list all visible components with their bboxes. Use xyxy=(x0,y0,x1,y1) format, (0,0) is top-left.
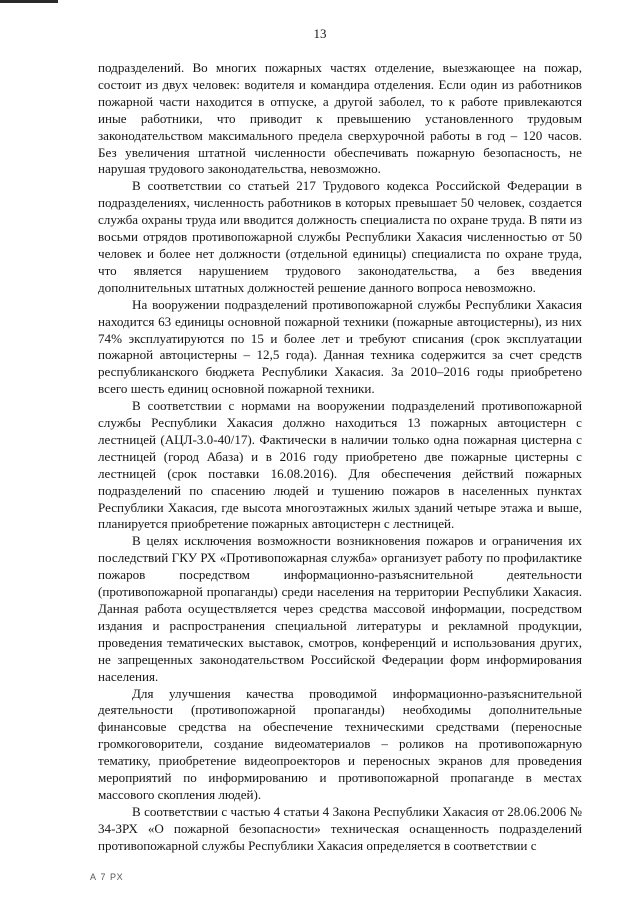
scan-corner-mark xyxy=(0,0,58,3)
footer-code: А 7 РХ xyxy=(90,872,124,882)
paragraph-2: В соответствии со статьей 217 Трудового кодекса Российской Федерации в подразделениях, численность работников в которых превышает 50 человек, создается служба охраны труда или вводится должность специалиста по охране труда. В пяти из восьми отрядов противопожарной службы Республики Хакасия численностью от 50 человек и более нет должности (отдельной единицы) специалиста по охране труда, что является нарушением трудового законодательства, а без введения дополнительных штатных должностей решение данного вопроса невозможно. xyxy=(98,178,582,295)
paragraph-4: В соответствии с нормами на вооружении подразделений противопожарной службы Республики Хакасия должно находиться 13 пожарных автоцистерн с лестницей (АЦЛ-3.0-40/17). Фактически в наличии только одна пожарная цистерна с лестницей (город Абаза) и в 2016 году приобретено две пожарные цистерны с лестницей (срок поставки 16.08.2016). Для обеспечения действий пожарных подразделений по спасению людей и тушению пожаров в населенных пунктах Республики Хакасия, где высота многоэтажных жилых зданий четыре этажа и выше, планируется приобретение пожарных автоцистерн с лестницей. xyxy=(98,398,582,532)
paragraph-5: В целях исключения возможности возникновения пожаров и ограничения их последствий ГКУ РХ «Противопожарная служба» организует работу по профилактике пожаров посредством информационно-разъяснительной деятельности (противопожарной пропаганды) среди населения на территории Республики Хакасия. Данная работа осуществляется через средства массовой информации, посредством издания и распространения специальной литературы и рекламной продукции, проведения тематических выставок, смотров, конференций и использования других, не запрещенных законодательством Российской Федерации форм информирования населения. xyxy=(98,533,582,684)
document-body xyxy=(98,60,582,855)
paragraph-3: На вооружении подразделений противопожарной службы Республики Хакасия находится 63 единицы основной пожарной техники (пожарные автоцистерны), из них 74% эксплуатируются по 15 и более лет и требуют списания (срок эксплуатации пожарной автоцистерны – 12,5 года). Данная техника содержится за счет средств республиканского бюджета Республики Хакасия. За 2010–2016 годы приобретено всего шесть единиц основной пожарной техники. xyxy=(98,296,582,397)
paragraph-7: В соответствии с частью 4 статьи 4 Закона Республики Хакасия от 28.06.2006 № 34-ЗРХ «О пожарной безопасности» техническая оснащенность подразделений противопожарной службы Республики Хакасия определяется в соответствии с xyxy=(98,803,582,853)
page-number: 13 xyxy=(313,26,327,41)
paragraph-6: Для улучшения качества проводимой информационно-разъяснительной деятельности (противопожарной пропаганды) необходимы дополнительные финансовые средства на обеспечение техническими средствами (переносные громкоговорители, создание видеоматериалов – роликов на противопожарную тематику, приобретение видеопроекторов и переносных экранов для проведения мероприятий по информированию и противопожарной пропаганде в местах массового скопления людей). xyxy=(98,685,582,802)
paragraph-1: подразделений. Во многих пожарных частях отделение, выезжающее на пожар, состоит из двух человек: водителя и командира отделения. Если один из работников пожарной части находится в отпуске, а другой заболел, то к работе привлекаются иные работники, что приводит к превышению установленного трудовым законодательством максимального предела сверхурочной работы в год – 120 часов. Без увеличения штатной численности обеспечивать пожарную безопасность, не нарушая трудового законодательства, невозможно. xyxy=(98,60,582,177)
